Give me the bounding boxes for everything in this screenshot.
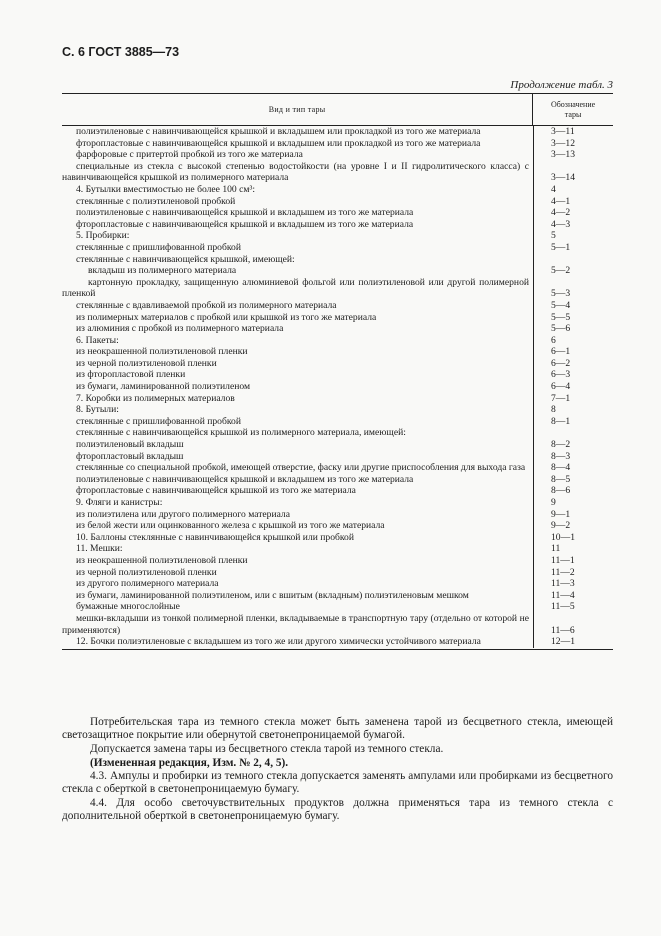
table-row [62, 532, 613, 544]
table-row [62, 439, 613, 451]
table-row [62, 254, 613, 266]
cell-kind: 6. Пакеты: [76, 334, 119, 346]
cell-kind: фарфоровые с притертой пробкой из того же материала [76, 149, 303, 161]
table-row [62, 601, 613, 613]
table-row [62, 578, 613, 590]
table-row [62, 369, 613, 381]
cell-kind: мешки-вкладыши из тонкой полимерной пленки, вкладываемые в транспортную тару (отдельно от которой не применяются) [62, 612, 529, 636]
table-row [62, 590, 613, 602]
table-row [62, 474, 613, 486]
cell-kind: стеклянные с пришлифованной пробкой [76, 241, 241, 253]
cell-code: 8—1 [551, 415, 571, 427]
paragraph-4-4: 4.4. Для особо светочувствительных продуктов должна применяться тара из темного стекла с дополнительной оберткой в светонепроницаемую бумагу. [62, 797, 613, 823]
table-row [62, 567, 613, 579]
table-row [62, 451, 613, 463]
cell-kind: из другого полимерного материала [76, 578, 219, 590]
table-row [62, 497, 613, 509]
cell-kind: фторопластовые с навинчивающейся крышкой и вкладышем или прокладкой из того же материала [76, 137, 481, 149]
cell-kind: стеклянные с полиэтиленовой пробкой [76, 195, 236, 207]
cell-kind: полиэтиленовые с навинчивающейся крышкой и вкладышем или прокладкой из того же материала [76, 126, 481, 137]
cell-code: 11 [551, 543, 561, 555]
cell-code: 8 [551, 404, 556, 416]
table-row [62, 346, 613, 358]
table-row [62, 149, 613, 161]
cell-kind: из неокрашенной полиэтиленовой пленки [76, 554, 248, 566]
table-row [62, 520, 613, 532]
cell-kind: 7. Коробки из полимерных материалов [76, 392, 235, 404]
table-row [62, 219, 613, 231]
cell-code: 7—1 [551, 392, 571, 404]
paragraph-replacement: Допускается замена тары из бесцветного стекла тарой из темного стекла. [90, 743, 444, 755]
cell-code: 11—4 [551, 589, 575, 601]
cell-kind: фторопластовые с навинчивающейся крышкой и вкладышем из того же материала [76, 218, 414, 230]
table-row [62, 138, 613, 150]
cell-code: 9—1 [551, 508, 571, 520]
cell-code: 8—4 [551, 462, 571, 474]
cell-kind: полиэтиленовый вкладыш [76, 439, 184, 451]
cell-kind: 9. Фляги и канистры: [76, 497, 163, 508]
cell-code: 11—2 [551, 566, 575, 578]
cell-code: 12—1 [551, 636, 575, 648]
cell-kind: 8. Бутыли: [76, 404, 119, 416]
cell-code: 5 [551, 230, 556, 242]
column-header-code [533, 94, 613, 125]
table-row [62, 462, 613, 474]
cell-code: 3—14 [551, 172, 575, 184]
table-continuation-label: Продолжение табл. 3 [510, 79, 613, 91]
table-row [62, 242, 613, 254]
cell-kind: из белой жести или оцинкованного железа с крышкой из того же материала [76, 520, 385, 532]
table-row [62, 485, 613, 497]
table-row [62, 323, 613, 335]
cell-code: 6—3 [551, 369, 571, 381]
table-row [62, 416, 613, 428]
table-row [62, 126, 613, 138]
table-bottom-rule [62, 649, 613, 650]
cell-code: 5—6 [551, 323, 571, 335]
packaging-table [62, 93, 613, 650]
cell-code: 6 [551, 334, 556, 346]
table-row [62, 555, 613, 567]
cell-code: 9 [551, 497, 556, 508]
cell-code: 5—1 [551, 241, 571, 253]
cell-kind: из полимерных материалов с пробкой или крышкой из того же материала [76, 311, 377, 323]
cell-code: 9—2 [551, 520, 571, 532]
table-row [62, 335, 613, 347]
table-row [62, 312, 613, 324]
cell-kind: из бумаги, ламинированной полиэтиленом [76, 381, 251, 393]
table-row [62, 543, 613, 555]
cell-kind: картонную прокладку, защищенную алюминиевой фольгой или полиэтиленовой или другой полимерной пленкой [62, 276, 529, 300]
cell-code: 11—5 [551, 601, 575, 613]
cell-kind: специальные из стекла с высокой степенью водостойкости (на уровне I и II гидролитического класса) с навинчивающейся крышкой из полимерного материала [62, 160, 529, 184]
cell-kind: стеклянные с пришлифованной пробкой [76, 415, 241, 427]
table-row [62, 265, 613, 277]
page-header: С. 6 ГОСТ 3885—73 [62, 45, 180, 59]
cell-code: 3—13 [551, 149, 575, 161]
cell-kind: стеклянные с навинчивающейся крышкой, имеющей: [76, 253, 295, 265]
cell-kind: из неокрашенной полиэтиленовой пленки [76, 346, 248, 358]
cell-code: 8—5 [551, 473, 571, 485]
cell-kind: из полиэтилена или другого полимерного материала [76, 508, 290, 520]
cell-code: 10—1 [551, 531, 575, 543]
cell-kind: полиэтиленовые с навинчивающейся крышкой и вкладышем из того же материала [76, 207, 414, 219]
table-row [62, 358, 613, 370]
cell-code: 4—1 [551, 195, 571, 207]
table-row [62, 207, 613, 219]
table-row [62, 196, 613, 208]
paragraph-4-3: 4.3. Ампулы и пробирки из темного стекла допускается заменять ампулами или пробирками из бесцветного стекла с оберткой в светонепроницаемую бумагу. [62, 770, 613, 796]
cell-kind: из черной полиэтиленовой пленки [76, 566, 217, 578]
cell-kind: 5. Пробирки: [76, 230, 130, 242]
cell-code [533, 427, 613, 439]
cell-code: 6—4 [551, 381, 571, 393]
table-body [62, 126, 613, 648]
cell-code: 4—2 [551, 207, 571, 219]
column-header-code-line1: Обозначение [550, 100, 596, 109]
paragraph-amendment-note: (Измененная редакция, Изм. № 2, 4, 5). [90, 757, 289, 769]
cell-code: 6—1 [551, 346, 571, 358]
cell-kind: 10. Баллоны стеклянные с навинчивающейся крышкой или пробкой [76, 531, 354, 543]
cell-code: 3—12 [551, 137, 575, 149]
column-header-kind: Вид и тип тары [62, 94, 533, 125]
table-row [62, 184, 613, 196]
cell-kind: вкладыш из полимерного материала [88, 265, 237, 277]
table-row [62, 636, 613, 648]
cell-code: 11—1 [551, 554, 575, 566]
cell-code: 5—3 [551, 288, 571, 300]
cell-kind: 4. Бутылки вместимостью не более 100 см³: [76, 183, 256, 195]
cell-kind: 11. Мешки: [76, 543, 123, 555]
cell-kind: бумажные многослойные [76, 601, 180, 613]
cell-kind: из бумаги, ламинированной полиэтиленом, или с вшитым (вкладным) полиэтиленовым мешком [76, 589, 469, 601]
cell-code: 11—3 [551, 578, 575, 590]
cell-code: 4 [551, 183, 556, 195]
table-row [62, 300, 613, 312]
cell-kind: стеклянные с навинчивающейся крышкой из полимерного материала, имеющей: [76, 427, 406, 439]
table-row [62, 277, 613, 300]
cell-code: 5—4 [551, 299, 571, 311]
cell-code: 4—3 [551, 218, 571, 230]
cell-kind: фторопластовые с навинчивающейся крышкой из того же материала [76, 485, 356, 497]
cell-code: 6—2 [551, 357, 571, 369]
cell-kind: из алюминия с пробкой из полимерного материала [76, 323, 284, 335]
table-row [62, 613, 613, 636]
cell-code: 5—5 [551, 311, 571, 323]
cell-code [533, 254, 613, 266]
table-row [62, 427, 613, 439]
cell-kind: стеклянные со специальной пробкой, имеющей отверстие, фаску или другие приспособления для выхода газа [76, 462, 526, 474]
table-row [62, 404, 613, 416]
table-row [62, 393, 613, 405]
cell-kind: стеклянные с вдавливаемой пробкой из полимерного материала [76, 299, 337, 311]
cell-code: 8—2 [551, 439, 571, 451]
cell-code: 5—2 [551, 265, 571, 277]
cell-kind: из фторопластовой пленки [76, 369, 186, 381]
cell-code: 3—11 [551, 126, 575, 137]
cell-kind: 12. Бочки полиэтиленовые с вкладышем из того же или другого химически устойчивого материала [76, 636, 481, 648]
cell-kind: фторопластовый вкладыш [76, 450, 184, 462]
cell-code: 8—3 [551, 450, 571, 462]
cell-code: 8—6 [551, 485, 571, 497]
table-row [62, 381, 613, 393]
cell-kind: полиэтиленовые с навинчивающейся крышкой и вкладышем из того же материала [76, 473, 414, 485]
table-header [62, 94, 613, 126]
cell-kind: из черной полиэтиленовой пленки [76, 357, 217, 369]
column-header-code-line2: тары [564, 110, 582, 119]
cell-code: 11—6 [551, 624, 575, 636]
paragraph-dark-glass: Потребительская тара из темного стекла может быть заменена тарой из бесцветного стекла, имеющей светозащитное покрытие или обернутой светонепроницаемой бумагой. [62, 716, 613, 742]
table-row [62, 161, 613, 184]
table-row [62, 509, 613, 521]
table-row [62, 230, 613, 242]
